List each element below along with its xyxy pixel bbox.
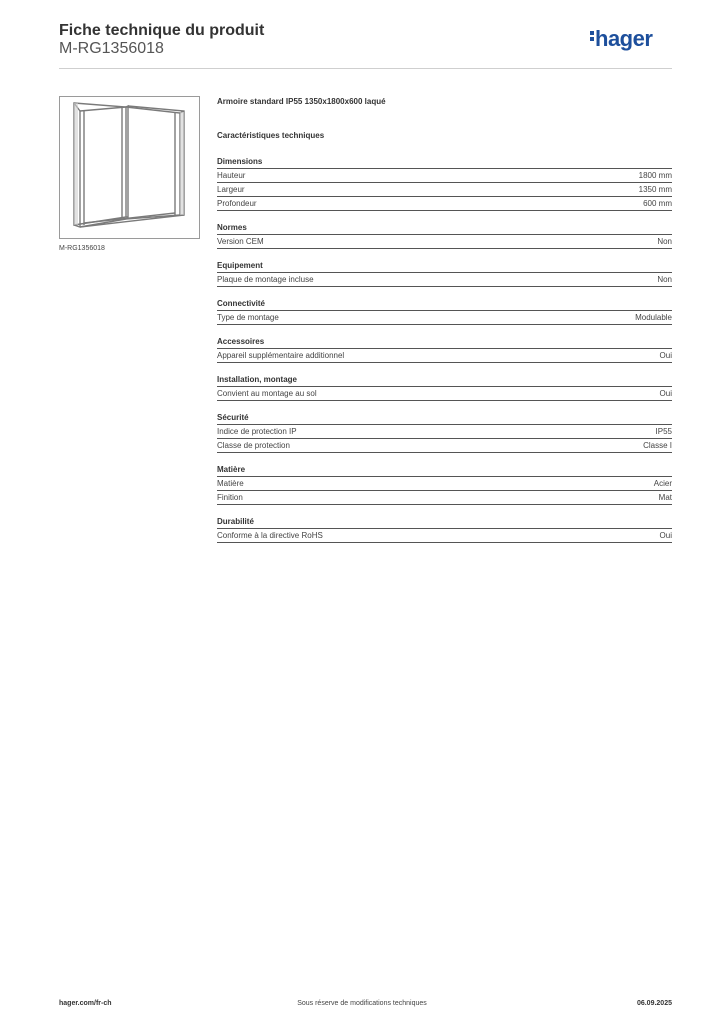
spec-row [217, 425, 672, 439]
spec-label: Largeur [217, 185, 245, 194]
section-heading: Durabilité [217, 517, 672, 529]
spec-label: Appareil supplémentaire additionnel [217, 351, 345, 360]
spec-row [217, 529, 672, 543]
spec-row [217, 491, 672, 505]
spec-section [217, 465, 672, 505]
spec-row [217, 183, 672, 197]
section-heading: Normes [217, 223, 672, 235]
spec-section [217, 261, 672, 287]
spec-value: Mat [658, 493, 672, 502]
spec-value: Classe I [643, 441, 672, 450]
footer-notice: Sous réserve de modifications techniques [297, 1000, 427, 1007]
spec-section [217, 337, 672, 363]
spec-row [217, 349, 672, 363]
spec-value: Oui [659, 351, 672, 360]
spec-label: Hauteur [217, 171, 246, 180]
spec-label: Classe de protection [217, 441, 290, 450]
spec-label: Conforme à la directive RoHS [217, 531, 323, 540]
spec-value: IP55 [655, 427, 672, 436]
section-heading: Accessoires [217, 337, 672, 349]
spec-value: Oui [659, 531, 672, 540]
spec-sections [217, 157, 672, 543]
spec-section [217, 517, 672, 543]
spec-row [217, 387, 672, 401]
spec-value: Non [657, 237, 672, 246]
logo-dots-icon [590, 29, 594, 43]
logo-text: hager [595, 26, 653, 51]
spec-row [217, 197, 672, 211]
spec-section [217, 299, 672, 325]
spec-row [217, 273, 672, 287]
spec-content [217, 97, 672, 543]
spec-value: Non [657, 275, 672, 284]
specs-title: Caractéristiques techniques [217, 131, 325, 140]
section-heading: Connectivité [217, 299, 672, 311]
section-heading: Dimensions [217, 157, 672, 169]
section-heading: Sécurité [217, 413, 672, 425]
spec-label: Plaque de montage incluse [217, 275, 314, 284]
section-heading: Matière [217, 465, 672, 477]
spec-value: Acier [653, 479, 672, 488]
spec-section [217, 223, 672, 249]
spec-section [217, 157, 672, 211]
spec-row [217, 439, 672, 453]
product-name: Armoire standard IP55 1350x1800x600 laqué [217, 97, 386, 106]
spec-value: Modulable [635, 313, 672, 322]
spec-label: Convient au montage au sol [217, 389, 317, 398]
footer-date: 06.09.2025 [636, 1000, 672, 1007]
enclosure-frame-image [60, 97, 199, 238]
spec-label: Version CEM [217, 237, 264, 246]
spec-label: Indice de protection IP [217, 427, 297, 436]
spec-value: Oui [659, 389, 672, 398]
product-image-frame [59, 96, 200, 239]
page-title: Fiche technique du produit [59, 22, 265, 39]
hager-logo [590, 26, 652, 52]
spec-label: Type de montage [217, 313, 279, 322]
spec-section [217, 375, 672, 401]
section-heading: Installation, montage [217, 375, 672, 387]
spec-row [217, 235, 672, 249]
product-code: M-RG1356018 [59, 40, 164, 57]
section-heading: Equipement [217, 261, 672, 273]
spec-value: 1800 mm [638, 171, 672, 180]
spec-label: Profondeur [217, 199, 257, 208]
footer-website[interactable]: hager.com/fr-ch [59, 1000, 112, 1007]
spec-row [217, 169, 672, 183]
header-divider [59, 68, 672, 69]
spec-section [217, 413, 672, 453]
spec-row [217, 311, 672, 325]
image-caption: M-RG1356018 [59, 245, 105, 252]
spec-label: Matière [217, 479, 244, 488]
spec-label: Finition [217, 493, 243, 502]
spec-value: 1350 mm [638, 185, 672, 194]
spec-row [217, 477, 672, 491]
spec-value: 600 mm [643, 199, 672, 208]
